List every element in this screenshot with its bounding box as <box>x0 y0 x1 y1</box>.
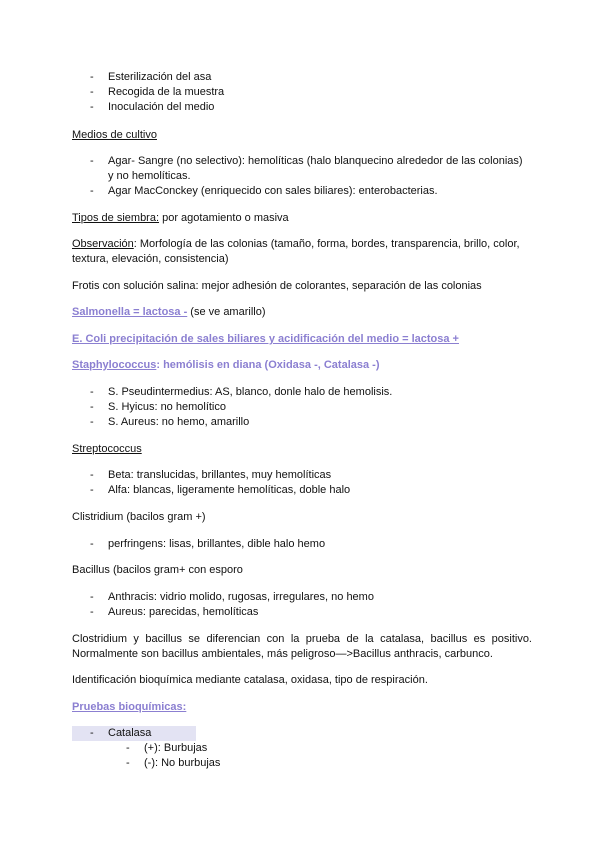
list-item: - Inoculación del medio <box>72 100 528 115</box>
pruebas-list-block <box>0 726 600 771</box>
list-item: - (-): No burbujas <box>108 756 600 771</box>
list-item: - Beta: translucidas, brillantes, muy hemolíticas <box>72 468 528 483</box>
staph-label: Staphylococcus <box>72 359 157 371</box>
salmonella-paragraph <box>72 305 532 320</box>
list-item: - (+): Burbujas <box>108 741 600 756</box>
siembra-text: por agotamiento o masiva <box>159 212 289 224</box>
siembra-label: Tipos de siembra: <box>72 212 160 224</box>
list-item: - Agar MacConckey (enriquecido con sales biliares): enterobacterias. <box>72 184 528 199</box>
observacion-label: Observación <box>72 238 134 250</box>
clostridium-list-block <box>0 537 600 552</box>
bacillus-heading: Bacillus (bacilos gram+ con esporo <box>72 564 243 576</box>
medios-heading: Medios de cultivo <box>72 129 157 141</box>
list-item: - Anthracis: vidrio molido, rugosas, irregulares, no hemo <box>72 590 528 605</box>
medios-list-block <box>0 154 600 199</box>
staph-list <box>72 385 528 430</box>
pruebas-list <box>72 726 528 741</box>
clostridium-heading: Clistridium (bacilos gram +) <box>72 511 206 523</box>
pruebas-heading: Pruebas bioquímicas: <box>72 701 187 713</box>
list-item-catalasa: - Catalasa <box>72 726 196 741</box>
list-item: - Recogida de la muestra <box>72 85 528 100</box>
diferencia-paragraph: Clostridium y bacillus se diferencian con la prueba de la catalasa, bacillus es positivo. Normalmente son bacillus ambientales, más peligroso—>Bacillus anthracis, carbunco. <box>72 633 532 660</box>
staph-list-block <box>0 385 600 430</box>
steps-list <box>72 70 528 115</box>
ecoli-paragraph: E. Coli precipitación de sales biliares y acidificación del medio = lactosa + <box>72 333 459 345</box>
list-item: - Aureus: parecidas, hemolíticas <box>72 605 528 620</box>
list-item: - Agar- Sangre (no selectivo): hemolíticas (halo blanquecino alrededor de las colonias) y no hemolíticas. <box>72 154 528 184</box>
identificacion-paragraph: Identificación bioquímica mediante catalasa, oxidasa, tipo de respiración. <box>72 674 428 686</box>
observacion-paragraph <box>72 237 532 267</box>
steps-list-block <box>0 70 600 115</box>
list-item: - Alfa: blancas, ligeramente hemolíticas, doble halo <box>72 483 528 498</box>
list-item: - S. Pseudintermedius: AS, blanco, donle halo de hemolisis. <box>72 385 528 400</box>
frotis-paragraph: Frotis con solución salina: mejor adhesión de colorantes, separación de las colonias <box>72 280 482 292</box>
medios-list <box>72 154 528 199</box>
bacillus-list <box>72 590 528 620</box>
list-item: - perfringens: lisas, brillantes, dible halo hemo <box>72 537 528 552</box>
salmonella-label: Salmonella = lactosa - <box>72 306 188 318</box>
siembra-paragraph <box>72 211 532 226</box>
observacion-text: : Morfología de las colonias (tamaño, forma, bordes, transparencia, brillo, color, textura, elevación, consistencia) <box>72 238 520 265</box>
staph-text: : hemólisis en diana (Oxidasa -, Catalasa -) <box>156 359 380 371</box>
clostridium-list <box>72 537 528 552</box>
strep-heading: Streptococcus <box>72 443 142 455</box>
salmonella-text: (se ve amarillo) <box>187 306 266 318</box>
strep-list <box>72 468 528 498</box>
list-item: - S. Hyicus: no hemolítico <box>72 400 528 415</box>
staph-heading <box>72 358 532 373</box>
list-item: - S. Aureus: no hemo, amarillo <box>72 415 528 430</box>
catalasa-sublist <box>108 741 600 771</box>
strep-list-block <box>0 468 600 498</box>
bacillus-list-block <box>0 590 600 620</box>
list-item: - Esterilización del asa <box>72 70 528 85</box>
